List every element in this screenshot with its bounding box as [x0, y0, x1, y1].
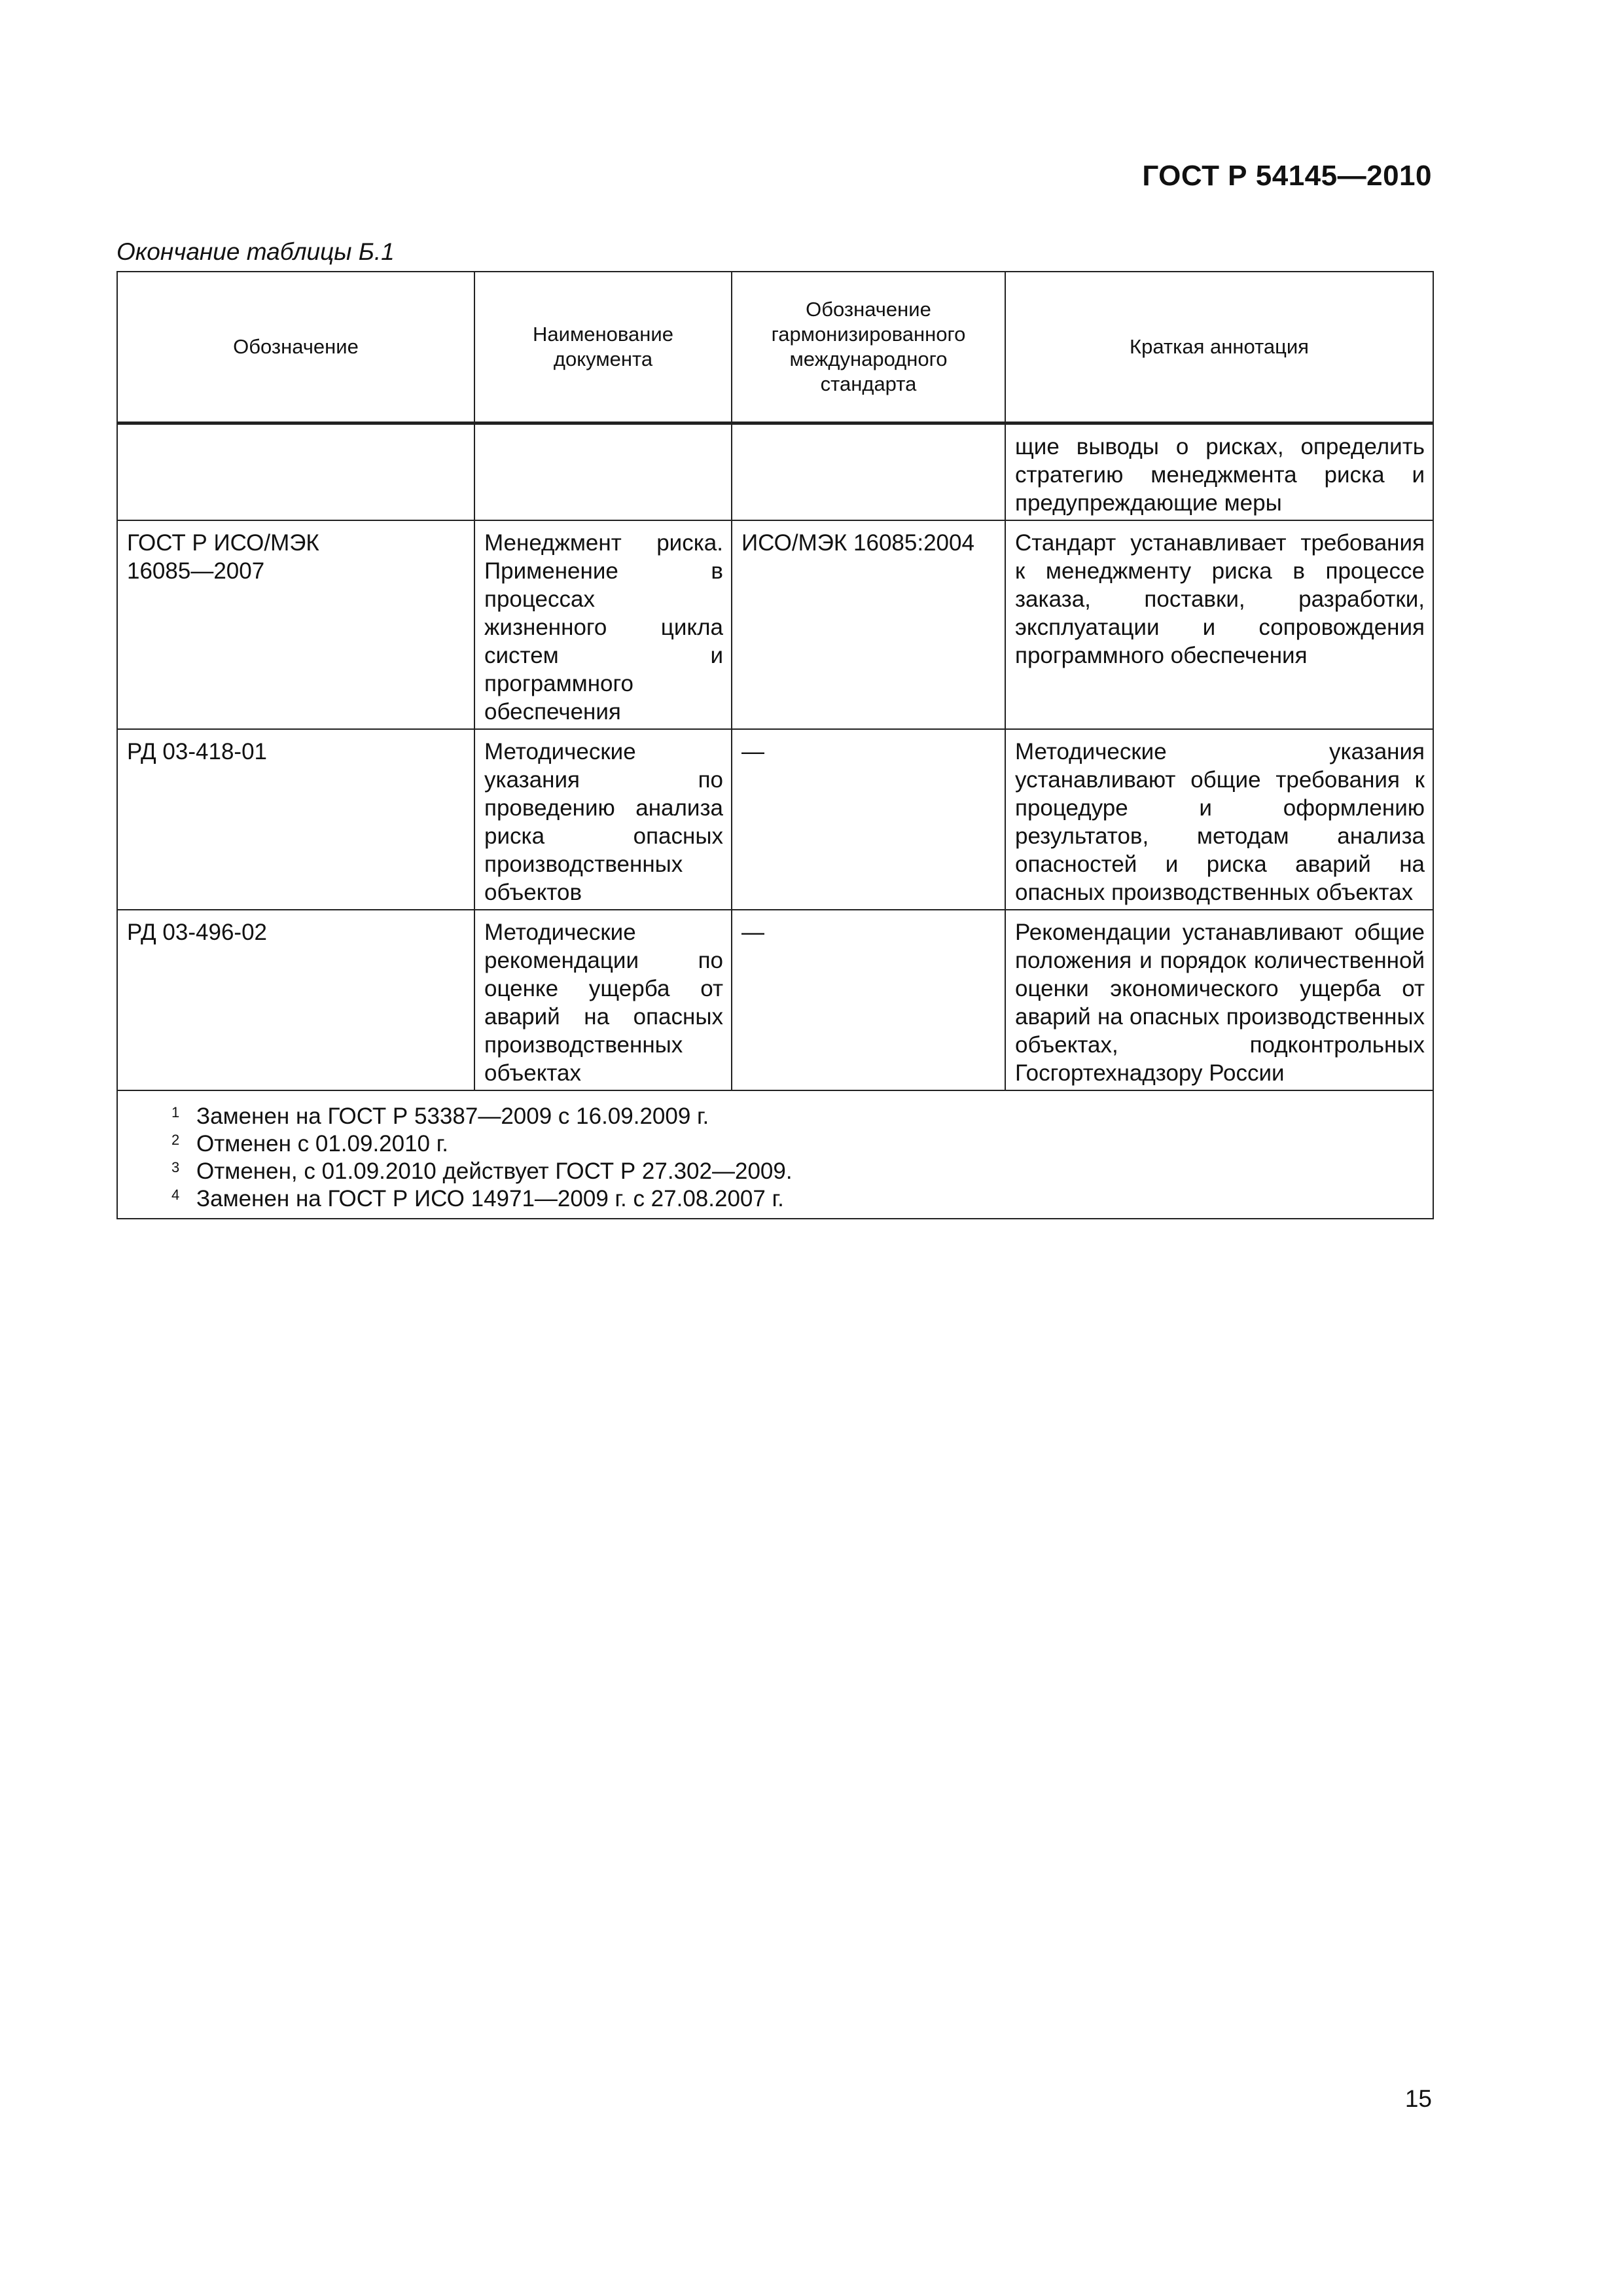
column-header-annotation: Краткая аннотация [1005, 272, 1433, 423]
footnote [118, 1185, 1433, 1213]
cell-international-standard: — [732, 910, 1005, 1090]
cell-document-name: Методические рекомендации по оценке ущерба от аварий на опасных производственных объектах [474, 910, 732, 1090]
cell-international-standard: — [732, 729, 1005, 910]
table-caption: Окончание таблицы Б.1 [116, 238, 395, 265]
document-header: ГОСТ Р 54145—2010 [1142, 160, 1432, 192]
footnote-mark: 2 [171, 1132, 180, 1148]
cell-annotation: Рекомендации устанавливают общие положения и порядок количественной оценки экономического ущерба от аварий на опасных производственных объектах, подконтрольных Госгортехнадзору России [1005, 910, 1433, 1090]
column-header-designation: Обозначение [117, 272, 474, 423]
table-row [117, 910, 1433, 1090]
footnote-mark: 1 [171, 1104, 180, 1121]
footnote [118, 1158, 1433, 1185]
footnote-text: Отменен, с 01.09.2010 действует ГОСТ Р 27.302—2009. [196, 1158, 793, 1184]
footnotes-row [117, 1090, 1433, 1219]
cell-international-standard [732, 423, 1005, 521]
cell-designation [117, 423, 474, 521]
cell-designation: ГОСТ Р ИСО/МЭК 16085—2007 [117, 520, 474, 729]
cell-annotation: Методические указания устанавливают общие требования к процедуре и оформлению результатов, методам анализа опасностей и риска аварий на опасных производственных объектах [1005, 729, 1433, 910]
column-header-international-standard: Обозначение гармонизированного международного стандарта [732, 272, 1005, 423]
cell-annotation: щие выводы о рисках, определить стратегию менеджмента риска и предупреждающие меры [1005, 423, 1433, 521]
cell-document-name: Менеджмент риска. Применение в процессах жизненного цикла систем и программного обеспечения [474, 520, 732, 729]
footnote-text: Отменен с 01.09.2010 г. [196, 1131, 448, 1157]
cell-designation: РД 03-418-01 [117, 729, 474, 910]
table-row [117, 729, 1433, 910]
footnote-mark: 4 [171, 1187, 180, 1203]
standards-table [116, 271, 1434, 1219]
footnotes [117, 1090, 1433, 1219]
footnote-text: Заменен на ГОСТ Р ИСО 14971—2009 г. с 27.08.2007 г. [196, 1186, 784, 1211]
footnote [118, 1130, 1433, 1158]
table-row [117, 520, 1433, 729]
cell-annotation: Стандарт устанавливает требования к менеджменту риска в процессе заказа, поставки, разработки, эксплуатации и сопровождения программного обеспечения [1005, 520, 1433, 729]
footnote-text: Заменен на ГОСТ Р 53387—2009 с 16.09.2009 г. [196, 1103, 709, 1129]
footnote [118, 1103, 1433, 1130]
table-row [117, 423, 1433, 521]
cell-designation: РД 03-496-02 [117, 910, 474, 1090]
cell-international-standard: ИСО/МЭК 16085:2004 [732, 520, 1005, 729]
column-header-document-name: Наименование документа [474, 272, 732, 423]
cell-document-name: Методические указания по проведению анализа риска опасных производственных объектов [474, 729, 732, 910]
footnote-mark: 3 [171, 1159, 180, 1175]
page-number: 15 [1404, 2085, 1432, 2112]
table-header-row [117, 272, 1433, 423]
cell-document-name [474, 423, 732, 521]
